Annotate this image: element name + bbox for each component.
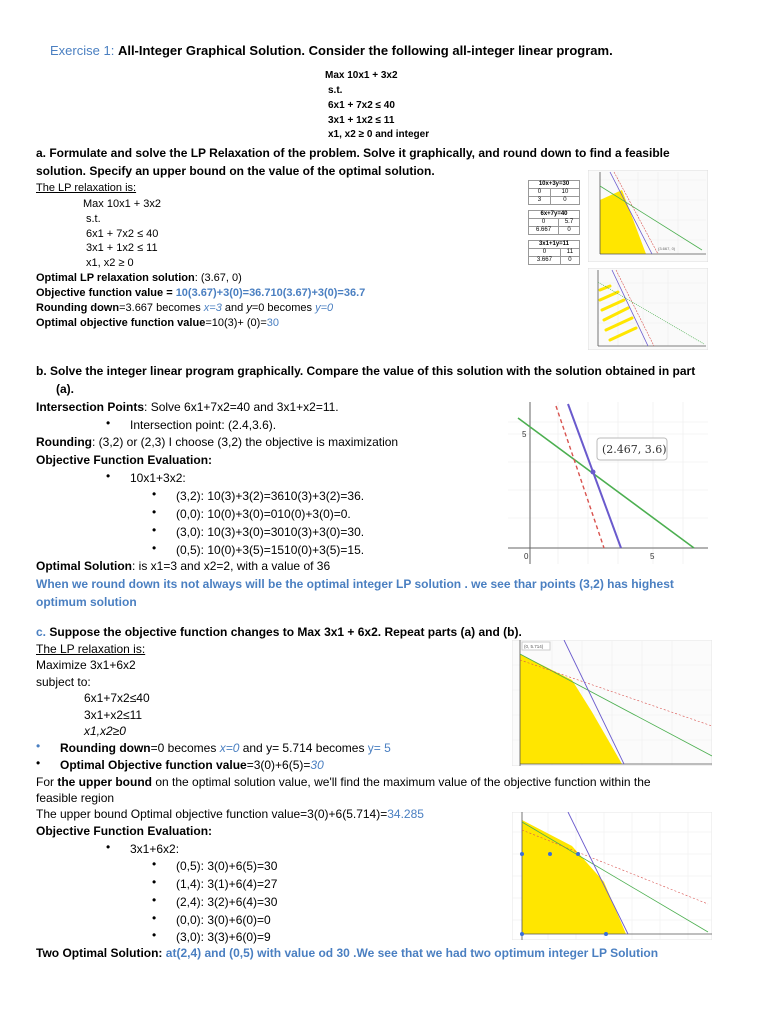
eval-item-c: (2,4): 3(2)+6(4)=30: [176, 895, 278, 909]
constraint-line: 3x1+x2≤11: [84, 708, 143, 722]
tick-label: 0: [524, 552, 529, 561]
eval-item: (3,0): 10(3)+3(0)=3010(3)+3(0)=30.: [176, 525, 365, 539]
bullet: •: [106, 469, 111, 483]
opt-lp-solution: Optimal LP relaxation solution: (3.67, 0): [36, 272, 242, 284]
svg-text:(3.667, 0): (3.667, 0): [658, 246, 676, 251]
bullet: •: [152, 875, 157, 889]
eval-item-c: (3,0): 3(3)+6(0)=9: [176, 930, 271, 944]
relax-line: s.t.: [86, 213, 101, 225]
rounding-down: Rounding down=3.667 becomes x=3 and y=0 becomes y=0: [36, 302, 334, 314]
part-b-question: (a).: [56, 382, 74, 396]
intersection-points: Intersection Points: Solve 6x1+7x2=40 and 3x1+x2=11.: [36, 400, 339, 414]
intersection-point: Intersection point: (2.4,3.6).: [130, 418, 277, 432]
graph-c-point-label: (0, 5.714): [524, 644, 544, 649]
graph-a-integer: [588, 268, 708, 350]
table-line-3: 3x1+1y=11 0 11 3.667 0: [528, 240, 580, 265]
maximize-line: Maximize 3x1+6x2: [36, 658, 136, 672]
subject-line: subject to:: [36, 675, 91, 689]
eval-item-c: (0,5): 3(0)+6(5)=30: [176, 859, 278, 873]
relax-heading-c: The LP relaxation is:: [36, 642, 146, 656]
optimal-solution: Optimal Solution: is x1=3 and x2=2, with a value of 36: [36, 559, 331, 573]
part-a-question: a. Formulate and solve the LP Relaxation of the problem. Solve it graphically, and round down to find a feasible: [36, 146, 670, 160]
bullet: •: [152, 541, 157, 555]
graph-c-relaxation: [512, 640, 712, 766]
objective-eval-heading-c: Objective Function Evaluation:: [36, 824, 213, 838]
constraint-line: 6x1+7x2≤40: [84, 691, 150, 705]
relax-heading: The LP relaxation is:: [36, 182, 137, 194]
note-line: optimum solution: [36, 595, 137, 609]
rounding-b: Rounding: (3,2) or (2,3) I choose (3,2) the objective is maximization: [36, 435, 399, 449]
graph-b-point-label: (2.467, 3.6): [602, 443, 667, 456]
relax-line: 3x1 + 1x2 ≤ 11: [86, 242, 158, 254]
program-line: 6x1 + 7x2 ≤ 40: [328, 100, 395, 111]
relax-line: Max 10x1 + 3x2: [83, 198, 161, 210]
tick-label: 5: [522, 430, 527, 439]
optimal-objective-value: Optimal objective function value=10(3)+ (0)=30: [36, 317, 280, 329]
objective-eval-heading: Objective Function Evaluation:: [36, 453, 213, 467]
eval-item: (3,2): 10(3)+3(2)=3610(3)+3(2)=36.: [176, 489, 365, 503]
graph-a-relaxation: [588, 170, 708, 262]
objective-function-c: 3x1+6x2:: [130, 842, 180, 856]
objective-function: 10x1+3x2:: [130, 471, 186, 485]
exercise-title: All-Integer Graphical Solution. Consider the following all-integer linear program.: [117, 43, 613, 58]
rounding-c: Rounding down=0 becomes x=0 and y= 5.714 becomes y= 5: [60, 741, 391, 755]
part-b-question: b. Solve the integer linear program graphically. Compare the value of this solution with the solution obtained in part: [36, 364, 696, 378]
bullet: •: [152, 487, 157, 501]
eval-item-c: (0,0): 3(0)+6(0)=0: [176, 913, 271, 927]
graph-b-intersection: [508, 402, 708, 564]
program-line: s.t.: [328, 85, 343, 96]
bullet: •: [152, 523, 157, 537]
program-line: Max 10x1 + 3x2: [325, 70, 398, 81]
bullet: •: [36, 739, 41, 753]
relax-line: 6x1 + 7x2 ≤ 40: [86, 228, 159, 240]
objective-value: Objective function value = 10(3.67)+3(0)=36.710(3.67)+3(0)=36.7: [36, 287, 366, 299]
note-line: When we round down its not always will be the optimal integer LP solution . we see thar points (3,2) has highest: [36, 577, 674, 591]
constraint-line: x1,x2≥0: [84, 724, 126, 738]
eval-item: (0,0): 10(0)+3(0)=010(0)+3(0)=0.: [176, 507, 351, 521]
tick-label: 5: [650, 552, 655, 561]
upper-bound-text: feasible region: [36, 791, 115, 805]
table-line-1: 10x+3y=30 0 10 3 0: [528, 180, 580, 205]
bullet: •: [152, 893, 157, 907]
bullet: •: [106, 416, 111, 430]
exercise-header: [50, 43, 613, 59]
upper-bound-value: The upper bound Optimal objective function value=3(0)+6(5.714)=34.285: [36, 807, 424, 821]
program-line: x1, x2 ≥ 0 and integer: [328, 129, 430, 140]
bullet: •: [106, 840, 111, 854]
program-line: 3x1 + 1x2 ≤ 11: [328, 115, 395, 126]
bullet: •: [152, 505, 157, 519]
two-optimal-solutions: Two Optimal Solution: at(2,4) and (0,5) with value od 30 .We see that we had two optimum integer LP Solution: [36, 946, 659, 960]
bullet: •: [152, 928, 157, 942]
eval-item-c: (1,4): 3(1)+6(4)=27: [176, 877, 278, 891]
bullet: •: [152, 911, 157, 925]
table-line-2: 6x+7y=40 0 5.7 6.667 0: [528, 210, 580, 235]
upper-bound-text: For the upper bound on the optimal solution value, we'll find the maximum value of the objective function within the: [36, 775, 651, 789]
bullet: •: [152, 857, 157, 871]
part-c-question: c. Suppose the objective function changes to Max 3x1 + 6x2. Repeat parts (a) and (b).: [36, 625, 522, 639]
optimal-objective-c: Optimal Objective function value=3(0)+6(5)=30: [60, 758, 324, 772]
eval-item: (0,5): 10(0)+3(5)=1510(0)+3(5)=15.: [176, 543, 365, 557]
bullet: •: [36, 756, 41, 770]
graph-c-integer: [512, 812, 712, 940]
part-a-question: solution. Specify an upper bound on the value of the optimal solution.: [36, 164, 435, 178]
exercise-label: Exercise 1:: [50, 43, 115, 58]
relax-line: x1, x2 ≥ 0: [86, 257, 134, 269]
